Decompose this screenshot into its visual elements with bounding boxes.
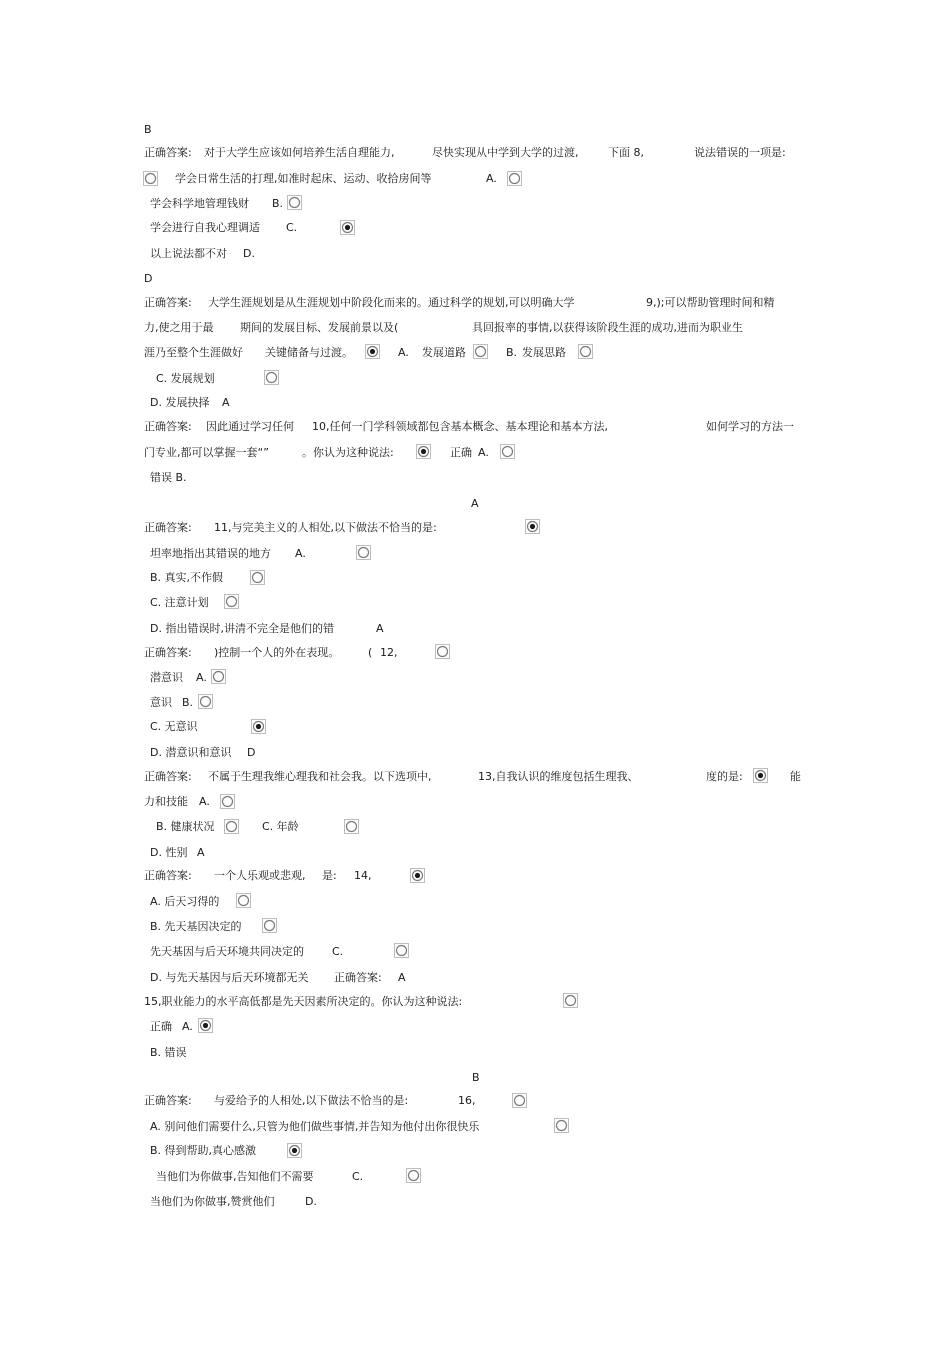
option-text: 先天基因与后天环境共同决定的 bbox=[150, 945, 304, 958]
option-text: 坦率地指出其错误的地方 bbox=[150, 547, 271, 560]
radio-button-checked[interactable] bbox=[525, 519, 540, 534]
radio-button[interactable] bbox=[512, 1093, 527, 1108]
option-text: B. 真实,不作假 bbox=[150, 571, 224, 584]
option-text: 发展道路 bbox=[422, 346, 466, 359]
radio-button[interactable] bbox=[262, 918, 277, 933]
question-text: 期间的发展目标、发展前景以及( bbox=[240, 321, 399, 334]
question-text: 16, bbox=[458, 1094, 476, 1107]
answer-letter: D bbox=[144, 272, 153, 285]
radio-button-checked[interactable] bbox=[416, 444, 431, 459]
radio-button-checked[interactable] bbox=[340, 220, 355, 235]
option-text: B. 健康状况 bbox=[156, 820, 215, 833]
answer-letter: A bbox=[471, 497, 479, 510]
question-text: 是: bbox=[322, 869, 337, 882]
option-letter: A. bbox=[295, 547, 306, 560]
question-text: 14, bbox=[354, 869, 372, 882]
radio-button-checked[interactable] bbox=[410, 868, 425, 883]
option-letter: A. bbox=[398, 346, 409, 359]
radio-button[interactable] bbox=[563, 993, 578, 1008]
radio-button[interactable] bbox=[211, 669, 226, 684]
option-text: A. 别问他们需要什么,只管为他们做些事情,并告知为他付出你很快乐 bbox=[150, 1120, 480, 1133]
option-text: 正确 bbox=[150, 1020, 172, 1033]
answer-label: 正确答案: bbox=[144, 521, 192, 534]
question-text: 不属于生理我维心理我和社会我。以下选项中, bbox=[208, 770, 432, 783]
option-text: C. 发展规划 bbox=[156, 372, 215, 385]
question-text: 。你认为这种说法: bbox=[302, 446, 394, 459]
answer-label: 正确答案: bbox=[144, 1094, 192, 1107]
question-text: 具回报率的事情,以获得该阶段生涯的成功,进而为职业生 bbox=[472, 321, 743, 334]
radio-button[interactable] bbox=[406, 1168, 421, 1183]
radio-button-checked[interactable] bbox=[198, 1018, 213, 1033]
question-text: 大学生涯规划是从生涯规划中阶段化而来的。通过科学的规划,可以明确大学 bbox=[208, 296, 575, 309]
option-text: 当他们为你做事,赞赏他们 bbox=[150, 1195, 275, 1208]
option-text: D. 与先天基因与后天环境都无关 bbox=[150, 971, 309, 984]
question-text: 因此通过学习任何 bbox=[206, 420, 294, 433]
option-letter: A. bbox=[486, 172, 497, 185]
text-line: B bbox=[144, 123, 152, 136]
option-text: 学会日常生活的打理,如准时起床、运动、收拾房间等 bbox=[175, 172, 432, 185]
answer-letter: A bbox=[197, 846, 205, 859]
radio-button[interactable] bbox=[224, 819, 239, 834]
answer-label: 正确答案: bbox=[334, 971, 382, 984]
option-letter: A. bbox=[182, 1020, 193, 1033]
question-text: 能 bbox=[790, 770, 801, 783]
question-text: 12, bbox=[380, 646, 398, 659]
answer-letter: A bbox=[376, 622, 384, 635]
option-letter: A. bbox=[199, 795, 210, 808]
question-text: 13,自我认识的维度包括生理我、 bbox=[478, 770, 639, 783]
question-text: 一个人乐观或悲观, bbox=[214, 869, 306, 882]
option-text: C. 年龄 bbox=[262, 820, 299, 833]
question-text: 涯乃至整个生涯做好 bbox=[144, 346, 243, 359]
question-text: 15,职业能力的水平高低都是先天因素所决定的。你认为这种说法: bbox=[144, 995, 463, 1008]
option-letter: C. bbox=[332, 945, 344, 958]
radio-button[interactable] bbox=[435, 644, 450, 659]
option-text: 学会科学地管理钱财 bbox=[150, 197, 249, 210]
question-text: 力,使之用于最 bbox=[144, 321, 214, 334]
question-text: )控制一个人的外在表现。 bbox=[214, 646, 340, 659]
option-letter: B. bbox=[272, 197, 284, 210]
radio-button[interactable] bbox=[356, 545, 371, 560]
option-text: 学会进行自我心理调适 bbox=[150, 221, 260, 234]
option-text: B. 先天基因决定的 bbox=[150, 920, 242, 933]
option-text: A. 后天习得的 bbox=[150, 895, 220, 908]
answer-label: 正确答案: bbox=[144, 146, 192, 159]
option-text: B. 错误 bbox=[150, 1046, 187, 1059]
option-text: D. 潜意识和意识 bbox=[150, 746, 232, 759]
radio-button-checked[interactable] bbox=[365, 344, 380, 359]
option-text: 潜意识 bbox=[150, 671, 183, 684]
radio-button[interactable] bbox=[394, 943, 409, 958]
option-text: C. 注意计划 bbox=[150, 596, 209, 609]
question-text: 如何学习的方法一 bbox=[706, 420, 794, 433]
option-text: B. 得到帮助,真心感激 bbox=[150, 1144, 257, 1157]
question-text: 关键储备与过渡。 bbox=[265, 346, 353, 359]
radio-button[interactable] bbox=[236, 893, 251, 908]
radio-button[interactable] bbox=[264, 370, 279, 385]
option-text: 正确 bbox=[450, 446, 472, 459]
radio-button[interactable] bbox=[287, 195, 302, 210]
answer-letter: A bbox=[398, 971, 406, 984]
question-text: 对于大学生应该如何培养生活自理能力, bbox=[204, 146, 395, 159]
question-text: 门专业,都可以掌握一套“” bbox=[144, 446, 269, 459]
option-text: D. 性别 bbox=[150, 846, 188, 859]
radio-button-checked[interactable] bbox=[251, 719, 266, 734]
option-text: 发展思路 bbox=[522, 346, 566, 359]
answer-letter: D bbox=[247, 746, 256, 759]
radio-button[interactable] bbox=[344, 819, 359, 834]
question-text: 11,与完美主义的人相处,以下做法不恰当的是: bbox=[214, 521, 437, 534]
question-text: ( bbox=[368, 646, 373, 659]
answer-label: 正确答案: bbox=[144, 869, 192, 882]
answer-label: 正确答案: bbox=[144, 770, 192, 783]
radio-button[interactable] bbox=[500, 444, 515, 459]
answer-letter: A bbox=[222, 396, 230, 409]
option-letter: C. bbox=[286, 221, 298, 234]
radio-button[interactable] bbox=[473, 344, 488, 359]
radio-button[interactable] bbox=[250, 570, 265, 585]
radio-button[interactable] bbox=[220, 794, 235, 809]
option-text: 意识 bbox=[150, 696, 172, 709]
question-text: 度的是: bbox=[706, 770, 743, 783]
answer-label: 正确答案: bbox=[144, 646, 192, 659]
option-text: D. 发展抉择 bbox=[150, 396, 210, 409]
option-text: D. 指出错误时,讲清不完全是他们的错 bbox=[150, 622, 334, 635]
option-text: 力和技能 bbox=[144, 795, 188, 808]
answer-letter: B bbox=[472, 1071, 480, 1084]
option-letter: A. bbox=[196, 671, 207, 684]
option-text: 以上说法都不对 bbox=[150, 247, 227, 260]
radio-button-checked[interactable] bbox=[753, 768, 768, 783]
radio-button[interactable] bbox=[554, 1118, 569, 1133]
question-text: 尽快实现从中学到大学的过渡, bbox=[432, 146, 579, 159]
question-text: 10,任何一门学科领域都包含基本概念、基本理论和基本方法, bbox=[312, 420, 608, 433]
option-letter: B. bbox=[182, 696, 194, 709]
radio-button[interactable] bbox=[143, 171, 158, 186]
question-text: 9,);可以帮助管理时间和精 bbox=[646, 296, 775, 309]
option-letter: D. bbox=[243, 247, 255, 260]
question-text: 与爱给予的人相处,以下做法不恰当的是: bbox=[214, 1094, 409, 1107]
option-letter: C. bbox=[352, 1170, 364, 1183]
option-text: 错误 B. bbox=[150, 471, 187, 484]
radio-button[interactable] bbox=[578, 344, 593, 359]
radio-button[interactable] bbox=[224, 594, 239, 609]
option-text: C. 无意识 bbox=[150, 720, 198, 733]
question-text: 说法错误的一项是: bbox=[694, 146, 786, 159]
option-text: 当他们为你做事,告知他们不需要 bbox=[156, 1170, 314, 1183]
answer-label: 正确答案: bbox=[144, 296, 192, 309]
question-text: 下面 8, bbox=[608, 146, 644, 159]
option-letter: D. bbox=[305, 1195, 317, 1208]
radio-button[interactable] bbox=[198, 694, 213, 709]
option-letter: B. bbox=[506, 346, 518, 359]
answer-label: 正确答案: bbox=[144, 420, 192, 433]
option-letter: A. bbox=[478, 446, 489, 459]
radio-button-checked[interactable] bbox=[287, 1143, 302, 1158]
radio-button[interactable] bbox=[507, 171, 522, 186]
